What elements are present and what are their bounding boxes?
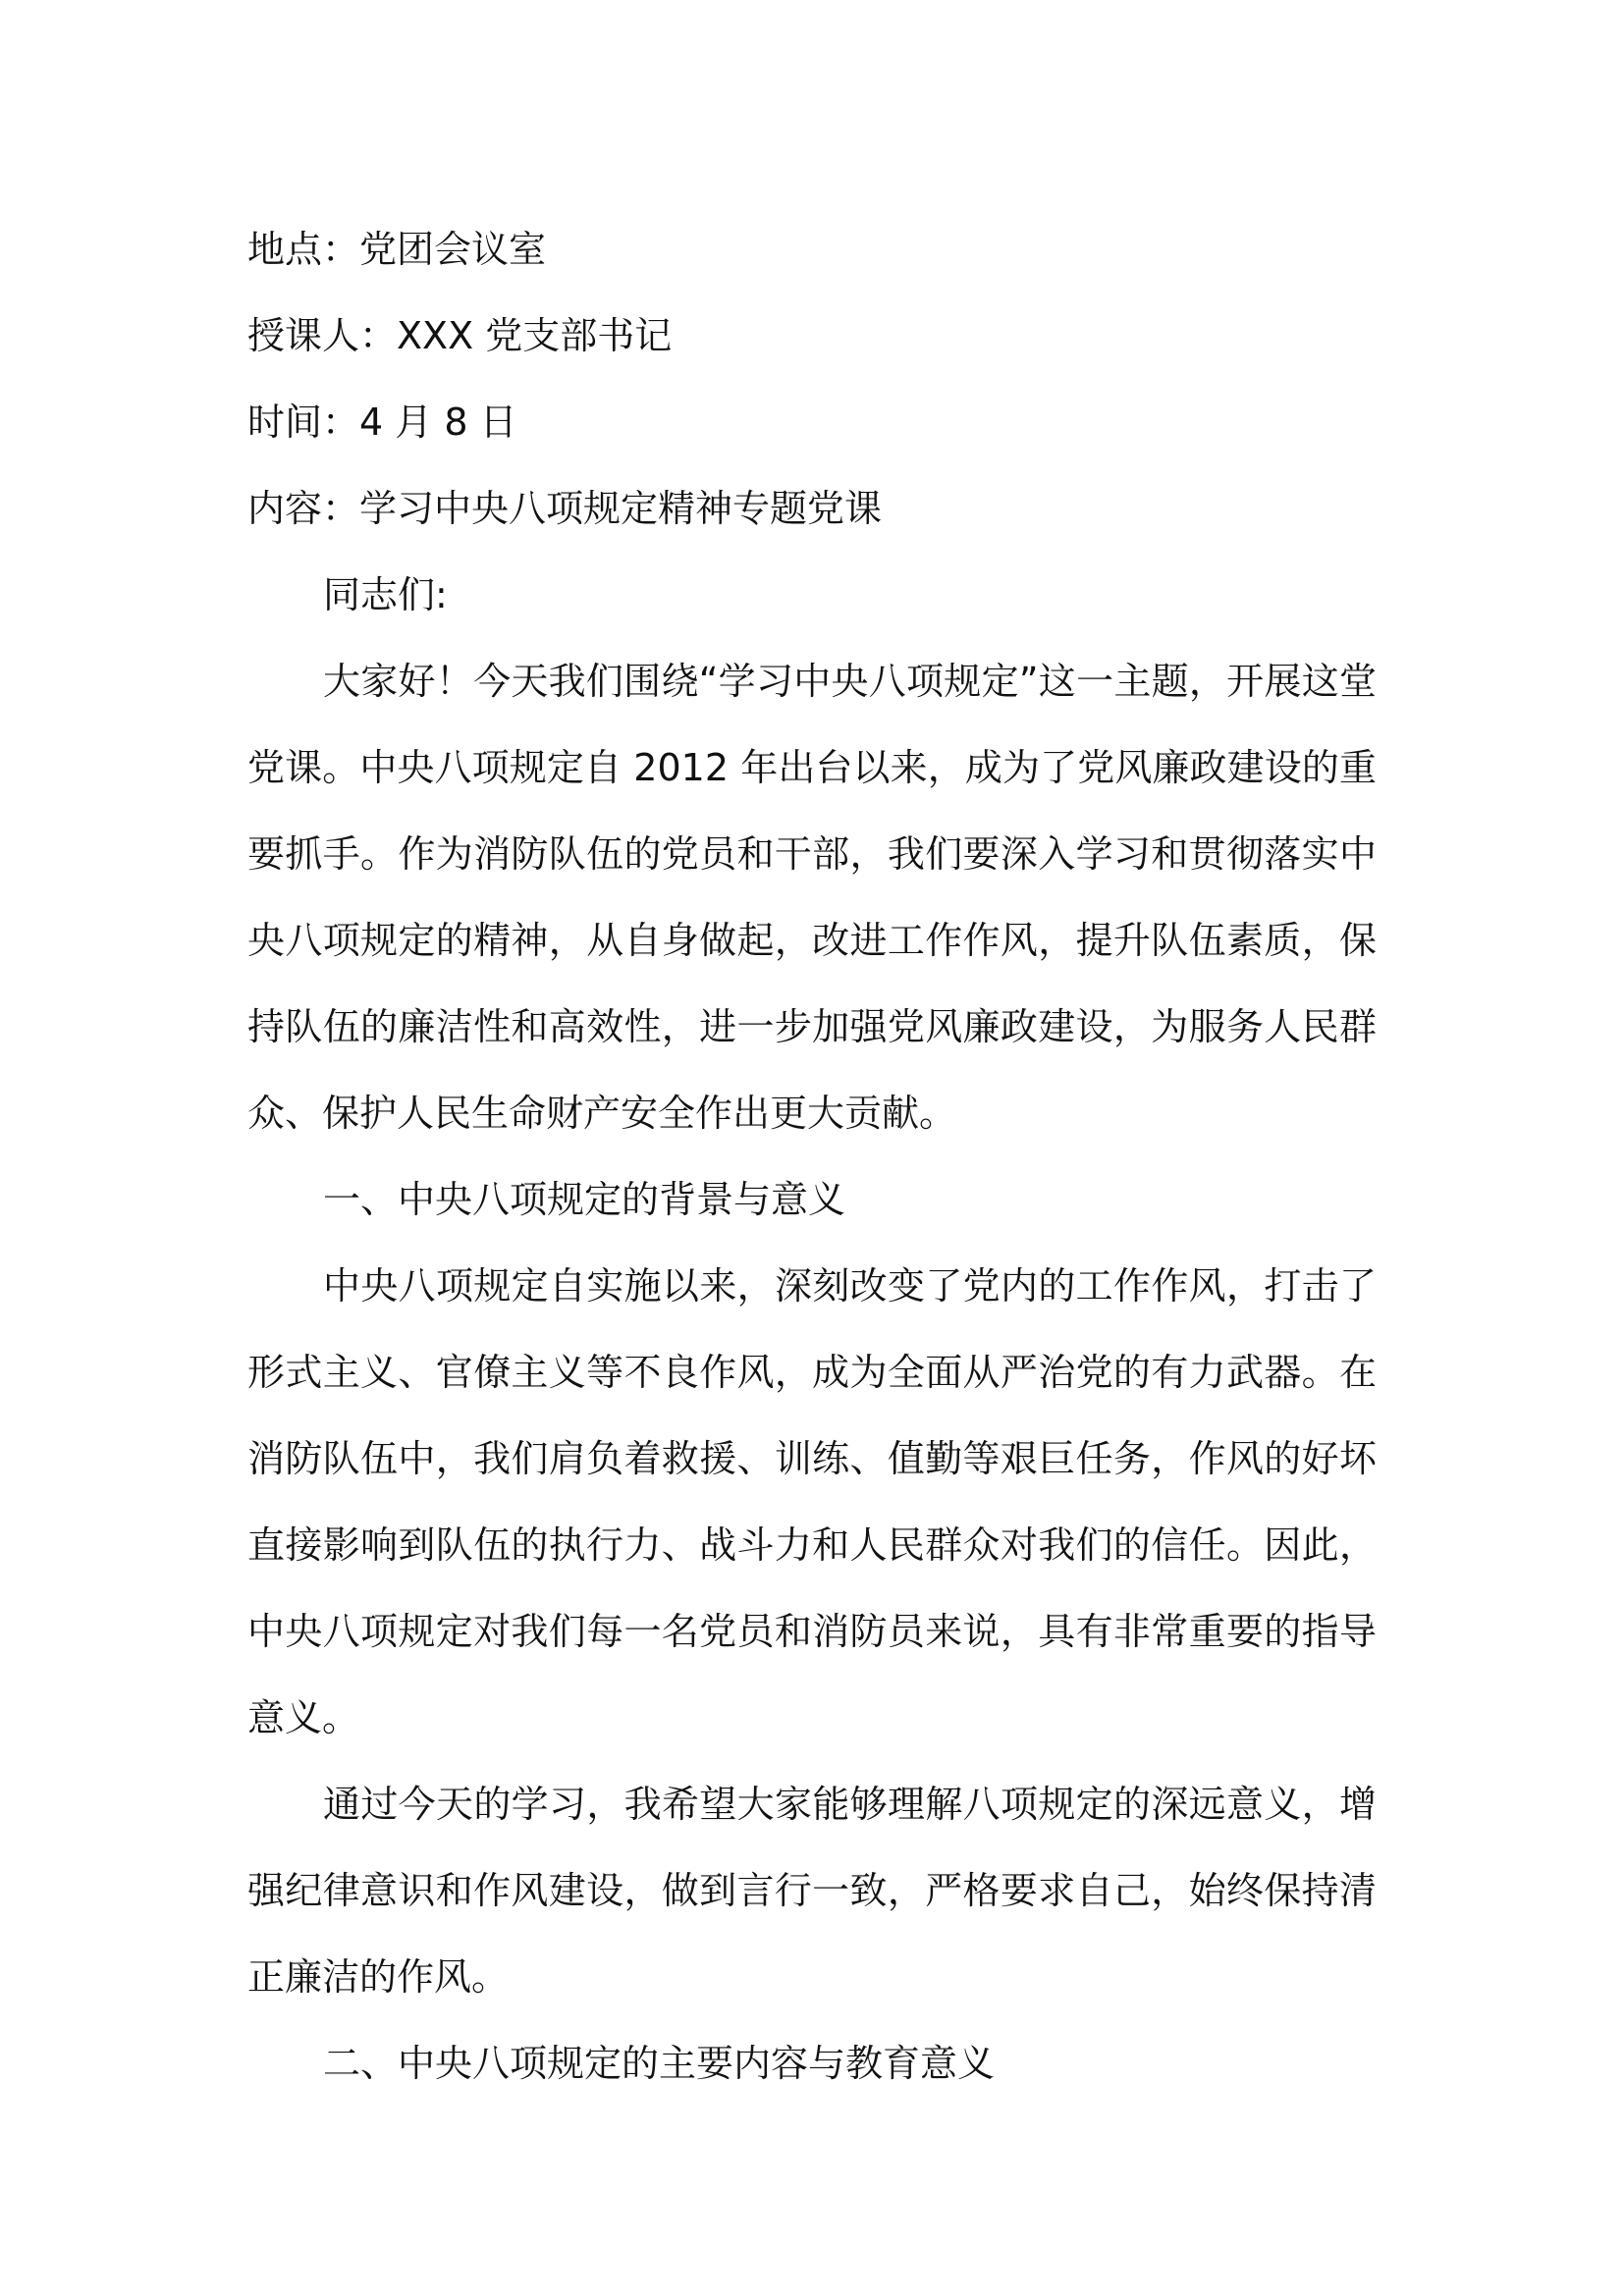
greeting: 同志们: [323,573,448,616]
meta-content-label: 内容： [247,487,360,530]
meta-time [247,400,1377,444]
meta-lecturer-value: XXX 党支部书记 [397,314,673,357]
meta-time-value: 4 月 8 日 [359,400,517,444]
meta-location-value: 党团会议室 [359,228,547,271]
meta-location-label: 地点： [247,228,360,271]
meta-time-label: 时间： [247,400,360,444]
section-1-paragraph-1: 中央八项规定自实施以来，深刻改变了党内的工作作风，打击了形式主义、官僚主义等不良作风，成为全面从严治党的有力武器。在消防队伍中，我们肩负着救援、训练、值勤等艰巨任务，作风的好坏直接影响到队伍的执行力、战斗力和人民群众对我们的信任。因此，中央八项规定对我们每一名党员和消防员来说，具有非常重要的指导意义。 [247,1264,1377,1739]
intro-paragraph: 大家好！今天我们围绕“学习中央八项规定”这一主题，开展这堂党课。中央八项规定自 2012 年出台以来，成为了党风廉政建设的重要抓手。作为消防队伍的党员和干部，我们要深入学习和贯彻落实中央八项规定的精神，从自身做起，改进工作作风，提升队伍素质，保持队伍的廉洁性和高效性，进一步加强党风廉政建设，为服务人民群众、保护人民生命财产安全作出更大贡献。 [247,660,1377,1135]
meta-content-value: 学习中央八项规定精神专题党课 [359,487,883,530]
meta-content [247,487,1377,530]
section-1-paragraph-2: 通过今天的学习，我希望大家能够理解八项规定的深远意义，增强纪律意识和作风建设，做到言行一致，严格要求自己，始终保持清正廉洁的作风。 [247,1783,1377,1999]
section-1-heading: 一、中央八项规定的背景与意义 [323,1178,846,1221]
meta-lecturer [247,314,1377,357]
document-content [247,228,1377,2107]
meta-lecturer-label: 授课人： [247,314,398,357]
meta-location [247,228,1377,271]
section-2-heading: 二、中央八项规定的主要内容与教育意义 [323,2042,996,2085]
